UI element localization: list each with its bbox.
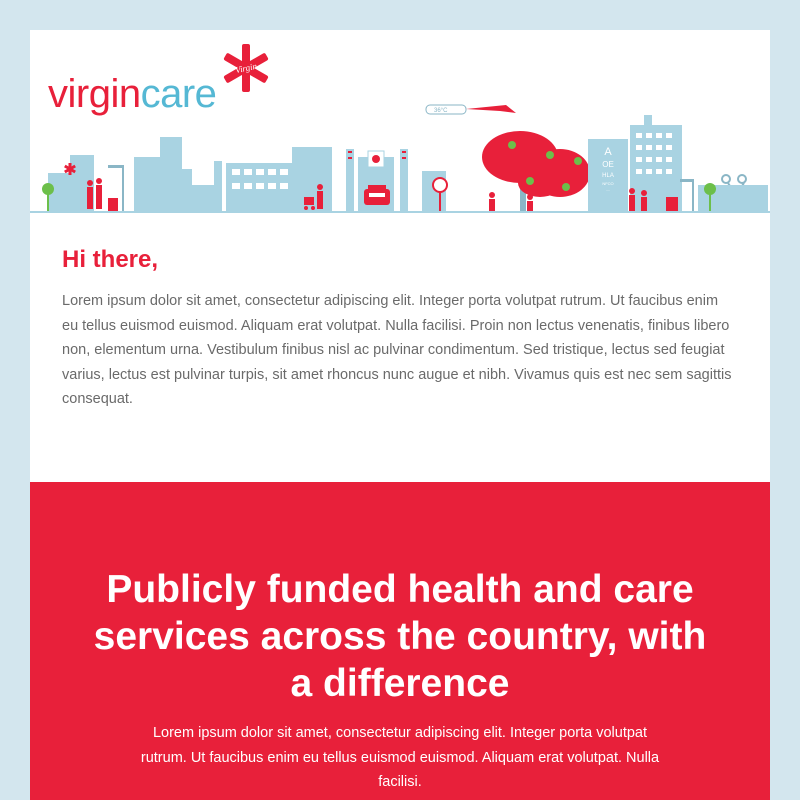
intro-section bbox=[30, 215, 770, 412]
email-container bbox=[30, 30, 770, 800]
logo-word-virgin: virgin bbox=[48, 72, 141, 116]
eye-chart-row: HLA bbox=[602, 173, 614, 179]
logo-word-care: care bbox=[140, 72, 217, 116]
eye-chart-row: .... bbox=[605, 187, 611, 192]
promo-paragraph: Lorem ipsum dolor sit amet, consectetur adipiscing elit. Integer porta volutpat rutrum. Ut faucibus enim eu tellus euismod euismod. Aliquam erat volutpat. Nulla facilisi. bbox=[140, 725, 660, 790]
email-header bbox=[30, 30, 770, 215]
eye-chart-row: OE bbox=[602, 160, 614, 169]
intro-paragraph: Lorem ipsum dolor sit amet, consectetur adipiscing elit. Integer porta volutpat rutrum. Ut faucibus enim eu tellus euismod euismod. Aliquam erat volutpat. Nulla facilisi. Proin non lectus venenatis, finibus libero non, elementum urna. Vestibulum finibus nisl ac pulvinar condimentum. Sed tristique, lectus sed feugiat varius, lectus est pulvinar turpis, sit amet rhoncus nunc augue et nibh. Vivamus quis est nec sem sagittis consequat. bbox=[62, 293, 732, 407]
logo-star-script: Virgin bbox=[234, 60, 258, 76]
eye-chart-row: A bbox=[604, 146, 612, 158]
virgin-star-icon bbox=[220, 42, 272, 94]
thermometer-reading: 36°C bbox=[434, 108, 448, 114]
greeting-heading: Hi there, bbox=[62, 246, 159, 273]
promo-title: Publicly funded health and care services across the country, with a difference bbox=[93, 568, 707, 705]
eye-chart-row: NFCO bbox=[602, 181, 614, 186]
virgin-care-logo[interactable] bbox=[48, 74, 216, 114]
promo-banner bbox=[30, 482, 770, 800]
